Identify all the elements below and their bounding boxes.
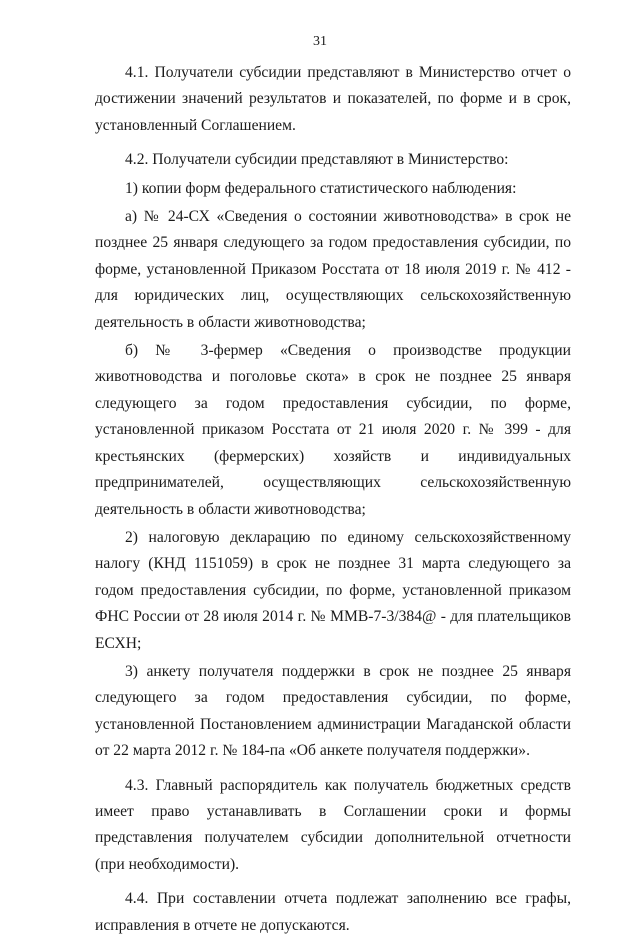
paragraph-4-2-item-2: 2) налоговую декларацию по единому сельскохозяйственному налогу (КНД 1151059) в срок не позднее 31 марта следующего за годом предоставления субсидии, по форме, установленной приказом ФНС России от 28 июля 2014 г. № ММВ-7-3/384@ - для плательщиков ЕСХН; <box>95 528 571 652</box>
paragraph-4-3: 4.3. Главный распорядитель как получатель бюджетных средств имеет право устанавливать в Соглашении сроки и формы представления получателем субсидии дополнительной отчетности (при необходимости). <box>95 776 571 873</box>
paragraph-4-2-item-1: 1) копии форм федерального статистического наблюдения: <box>125 179 517 197</box>
paragraph-4-2-item-3: 3) анкету получателя поддержки в срок не позднее 25 января следующего за годом предоставления субсидии, по форме, установленной Постановлением администрации Магаданской области от 22 марта 2012 г. № 184-па «Об анкете получателя поддержки». <box>95 662 571 760</box>
document-body <box>95 60 571 947</box>
paragraph-4-2-item-1b: б) № 3-фермер «Сведения о производстве продукции животноводства и поголовье скота» в срок не позднее 25 января следующего за годом предоставления субсидии, по форме, установленной приказом Росстата от 21 июля 2020 г. № 399 - для крестьянских (фермерских) хозяйств и индивидуальных предпринимателей, осуществляющих сельскохозяйственную деятельность в области животноводства; <box>95 342 571 518</box>
paragraph-4-2: 4.2. Получатели субсидии представляют в Министерство: <box>125 151 509 169</box>
paragraph-4-1: 4.1. Получатели субсидии представляют в Министерство отчет о достижении значений результатов и показателей, по форме и в срок, установленный Соглашением. <box>95 64 571 134</box>
paragraph-4-2-item-1a: а) № 24-СХ «Сведения о состоянии животноводства» в срок не позднее 25 января следующего за годом предоставления субсидии, по форме, установленной Приказом Росстата от 18 июля 2019 г. № 412 - для юридических лиц, осуществляющих сельскохозяйственную деятельность в области животноводства; <box>95 208 571 331</box>
page-number: 31 <box>313 34 327 49</box>
paragraph-4-4: 4.4. При составлении отчета подлежат заполнению все графы, исправления в отчете не допускаются. <box>95 890 571 934</box>
